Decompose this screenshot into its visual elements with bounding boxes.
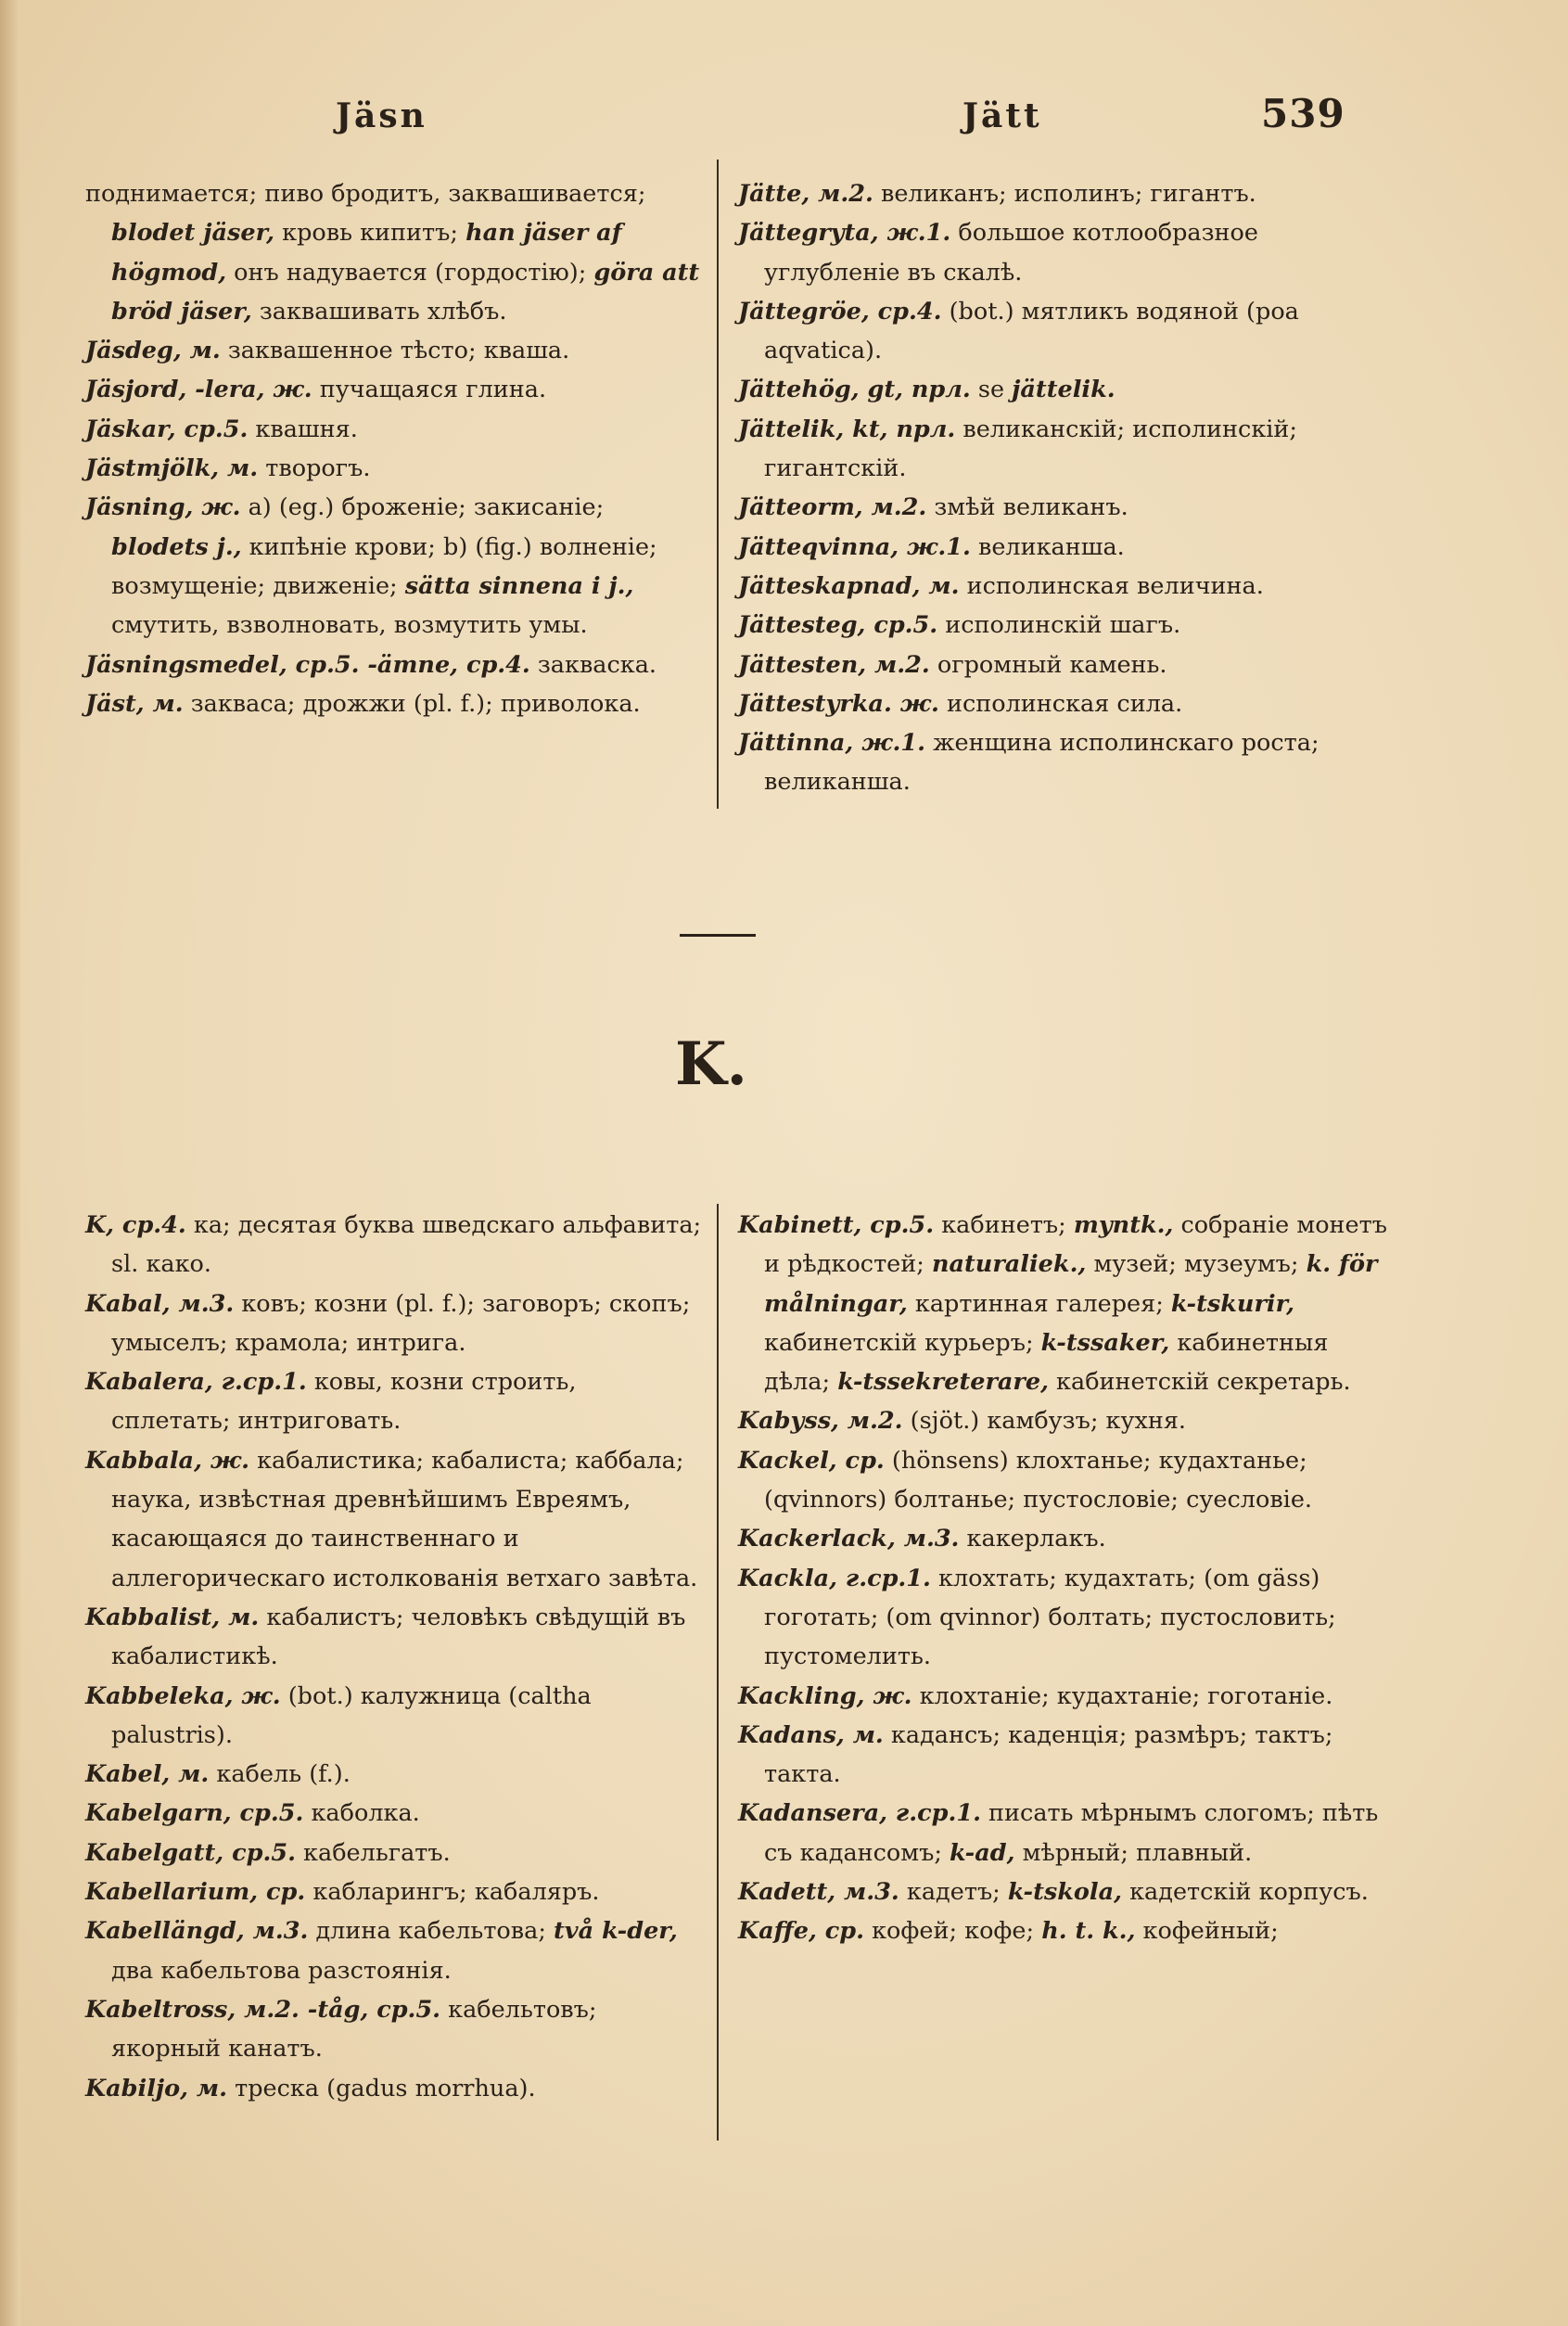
entry-headword: Kabellarium, ср. bbox=[85, 1878, 306, 1907]
entry-headword: Jästmjölk, м. bbox=[85, 454, 259, 483]
entry-definition: кабельгатъ. bbox=[295, 1838, 451, 1867]
entry-definition: исполинская сила. bbox=[938, 689, 1183, 718]
entry-definition: большое котлообразное углубленіе въ скалѣ. bbox=[764, 219, 1258, 287]
entry-definition: исполинскій шагъ. bbox=[937, 611, 1181, 640]
entry-example: k-tskola, bbox=[1007, 1878, 1122, 1907]
entry-headword: Kabbalist, м. bbox=[85, 1603, 260, 1631]
dictionary-entry bbox=[738, 174, 1387, 213]
entry-headword: Jäsning, ж. bbox=[85, 493, 241, 522]
entry-headword: Kabelgarn, ср.5. bbox=[85, 1799, 304, 1828]
entry-headword: Jäskar, ср.5. bbox=[85, 415, 249, 443]
dictionary-entry bbox=[738, 1441, 1387, 1520]
entry-definition: великанша. bbox=[970, 532, 1125, 561]
section-letter-heading: K. bbox=[675, 1029, 747, 1099]
entry-headword: Kadans, м. bbox=[738, 1720, 884, 1749]
dictionary-entry bbox=[85, 1441, 702, 1598]
entry-example: jättelik. bbox=[1012, 376, 1115, 404]
entry-headword: Kadansera, г.ср.1. bbox=[738, 1799, 981, 1828]
column-divider-top bbox=[717, 160, 719, 809]
entry-definition: смутить, взволновать, возмутить умы. bbox=[111, 611, 588, 640]
entry-definition: (bot.) калужница (caltha palustris). bbox=[111, 1681, 592, 1749]
running-header-left: Jäsn bbox=[336, 96, 427, 135]
entry-example: k-ad, bbox=[950, 1838, 1015, 1867]
entry-definition: se bbox=[970, 376, 1013, 404]
dictionary-entry bbox=[85, 1911, 702, 1990]
dictionary-entry bbox=[738, 1401, 1387, 1440]
entry-definition: (bot.) мятликъ водяной (poa aqvatica). bbox=[764, 297, 1299, 365]
entry-definition: какерлакъ. bbox=[959, 1525, 1106, 1553]
dictionary-entry bbox=[738, 606, 1387, 645]
column-bottom-left bbox=[85, 1206, 702, 2108]
dictionary-entry bbox=[85, 2069, 702, 2108]
entry-example: k. för målningar, bbox=[764, 1250, 1378, 1318]
entry-definition: кадетскій корпусъ. bbox=[1122, 1878, 1369, 1907]
dictionary-entry bbox=[738, 567, 1387, 606]
dictionary-entry bbox=[738, 1716, 1387, 1795]
entry-headword: Jätteqvinna, ж.1. bbox=[738, 532, 971, 561]
column-divider-bottom bbox=[717, 1204, 719, 2141]
dictionary-entry bbox=[85, 1598, 702, 1677]
dictionary-entry bbox=[738, 1519, 1387, 1558]
entry-definition: мѣрный; плавный. bbox=[1014, 1838, 1253, 1867]
entry-headword: Kaffe, ср. bbox=[738, 1917, 864, 1946]
dictionary-entry bbox=[738, 370, 1387, 409]
entry-definition: клохтаніе; кудахтаніе; гоготаніе. bbox=[911, 1681, 1333, 1710]
entry-headword: Jättinna, ж.1. bbox=[738, 729, 925, 758]
dictionary-entry bbox=[85, 331, 702, 370]
dictionary-entry bbox=[738, 1911, 1387, 1950]
entry-headword: Kackla, г.ср.1. bbox=[738, 1564, 931, 1592]
entry-headword: K, ср.4. bbox=[85, 1211, 186, 1239]
dictionary-entry bbox=[85, 1362, 702, 1441]
entry-example: blodets j., bbox=[111, 532, 242, 561]
entry-definition: кофей; кофе; bbox=[864, 1917, 1042, 1946]
entry-definition: a) (eg.) броженіе; закисаніе; bbox=[240, 493, 605, 522]
entry-definition: клохтать; кудахтать; (om gäss) гоготать; (om qvinnor) болтать; пустословить; пустомелить. bbox=[764, 1564, 1336, 1671]
entry-definition: квашня. bbox=[248, 415, 358, 443]
entry-definition: ка; десятая буква шведскаго альфавита; sl. како. bbox=[111, 1211, 702, 1279]
dictionary-entry bbox=[738, 1677, 1387, 1716]
dictionary-entry bbox=[738, 723, 1387, 802]
column-top-right bbox=[738, 174, 1387, 802]
entry-headword: Jätte, м.2. bbox=[738, 180, 873, 208]
entry-definition: (sjöt.) камбузъ; кухня. bbox=[902, 1407, 1187, 1436]
dictionary-entry bbox=[85, 410, 702, 449]
entry-headword: Jättelik, kt, прл. bbox=[738, 415, 956, 443]
entry-headword: Jäsdeg, м. bbox=[85, 337, 221, 365]
entry-definition: пучащаяся глина. bbox=[312, 376, 547, 404]
page-number: 539 bbox=[1261, 91, 1345, 136]
entry-example: två k-der, bbox=[554, 1917, 678, 1946]
entry-definition: огромный камень. bbox=[929, 650, 1167, 679]
entry-example: h. t. k., bbox=[1041, 1917, 1136, 1946]
entry-definition: писать мѣрнымъ слогомъ; пѣть съ кадансомъ; bbox=[764, 1799, 1379, 1867]
entry-definition: заквашивать хлѣбъ. bbox=[251, 297, 507, 326]
entry-definition: кабалистъ; человѣкъ свѣдущій въ кабалистикѣ. bbox=[111, 1603, 686, 1671]
entry-definition: кабельтовъ; якорный канатъ. bbox=[111, 1995, 597, 2064]
entry-headword: Jäsningsmedel, ср.5. -ämne, ср.4. bbox=[85, 650, 530, 679]
dictionary-entry bbox=[85, 1834, 702, 1872]
entry-headword: Jättegröe, ср.4. bbox=[738, 297, 942, 326]
entry-definition: ковы, козни строить, сплетать; интриговать. bbox=[111, 1368, 577, 1436]
dictionary-entry bbox=[738, 1794, 1387, 1872]
entry-headword: Kabeltross, м.2. -tåg, ср.5. bbox=[85, 1995, 441, 2024]
dictionary-entry bbox=[85, 488, 702, 645]
entry-definition: поднимается; пиво бродитъ, заквашивается; bbox=[85, 180, 646, 208]
dictionary-entry bbox=[738, 684, 1387, 723]
entry-definition: кабинетъ; bbox=[934, 1211, 1074, 1239]
entry-definition: заквашенное тѣсто; кваша. bbox=[220, 337, 570, 365]
entry-definition: кабалистика; кабалиста; каббала; наука, извѣстная древнѣйшимъ Евреямъ, касающаяся до таинственнаго и аллегорическаго истолкованія ветхаго завѣта. bbox=[111, 1446, 698, 1592]
dictionary-entry bbox=[85, 1872, 702, 1911]
entry-headword: Jätteskapnad, м. bbox=[738, 571, 960, 600]
entry-definition: кабель (f.). bbox=[209, 1760, 351, 1789]
entry-definition: кабларингъ; кабаляръ. bbox=[305, 1878, 600, 1907]
entry-headword: Kabyss, м.2. bbox=[738, 1407, 903, 1436]
dictionary-entry bbox=[85, 1755, 702, 1794]
entry-example: han jäser af högmod, bbox=[111, 219, 622, 287]
entry-definition: длина кабельтова; bbox=[308, 1917, 555, 1946]
entry-headword: Kackling, ж. bbox=[738, 1681, 912, 1710]
dictionary-entry bbox=[738, 488, 1387, 527]
entry-headword: Kackel, ср. bbox=[738, 1446, 885, 1475]
entry-definition: великанъ; исполинъ; гигантъ. bbox=[873, 180, 1256, 208]
entry-example: k-tssaker, bbox=[1040, 1328, 1170, 1357]
dictionary-entry bbox=[85, 1990, 702, 2069]
dictionary-entry bbox=[85, 174, 702, 331]
dictionary-entry bbox=[738, 528, 1387, 567]
entry-headword: Jäsjord, -lera, ж. bbox=[85, 376, 312, 404]
dictionary-entry bbox=[738, 292, 1387, 371]
dictionary-entry bbox=[738, 410, 1387, 489]
running-header-right: Jätt bbox=[962, 96, 1042, 135]
entry-example: sätta sinnena i j., bbox=[404, 571, 634, 600]
entry-definition: кабинетскій секретарь. bbox=[1048, 1368, 1351, 1397]
entry-definition: исполинская величина. bbox=[959, 571, 1264, 600]
entry-headword: Kabiljo, м. bbox=[85, 2074, 227, 2102]
page-edge bbox=[0, 0, 20, 2326]
entry-definition: два кабельтова разстоянія. bbox=[111, 1956, 452, 1985]
entry-headword: Kadett, м.3. bbox=[738, 1878, 899, 1907]
entry-example: k-tskurir, bbox=[1170, 1289, 1295, 1318]
dictionary-entry bbox=[85, 449, 702, 488]
entry-headword: Kabbala, ж. bbox=[85, 1446, 250, 1475]
entry-definition: ковъ; козни (pl. f.); заговоръ; скопъ; умыселъ; крамола; интрига. bbox=[111, 1289, 691, 1357]
dictionary-entry bbox=[85, 1794, 702, 1833]
entry-definition: музей; музеумъ; bbox=[1086, 1250, 1307, 1279]
dictionary-entry bbox=[85, 1677, 702, 1756]
entry-example: myntk., bbox=[1073, 1211, 1174, 1239]
entry-headword: Jättesten, м.2. bbox=[738, 650, 930, 679]
entry-definition: великанскій; исполинскій; гигантскій. bbox=[764, 415, 1298, 483]
entry-definition: творогъ. bbox=[258, 454, 371, 483]
dictionary-entry bbox=[85, 1284, 702, 1363]
entry-definition: кадетъ; bbox=[899, 1878, 1008, 1907]
dictionary-entry bbox=[738, 1872, 1387, 1911]
entry-headword: Kabelgatt, ср.5. bbox=[85, 1838, 296, 1867]
entry-definition: кабинетныя дѣла; bbox=[764, 1328, 1329, 1397]
entry-definition: онъ надувается (гордостію); bbox=[226, 258, 594, 287]
entry-definition: змѣй великанъ. bbox=[926, 493, 1128, 522]
entry-definition: кабинетскій курьеръ; bbox=[764, 1328, 1041, 1357]
entry-headword: Jätteorm, м.2. bbox=[738, 493, 927, 522]
entry-headword: Jäst, м. bbox=[85, 689, 184, 718]
entry-headword: Kabalera, г.ср.1. bbox=[85, 1368, 307, 1397]
entry-definition: каболка. bbox=[303, 1799, 420, 1828]
entry-definition: женщина исполинскаго роста; великанша. bbox=[764, 729, 1319, 797]
entry-definition: кровь кипитъ; bbox=[274, 219, 466, 248]
entry-definition: кадансъ; каденція; размѣръ; тактъ; такта. bbox=[764, 1720, 1333, 1789]
column-bottom-right bbox=[738, 1206, 1387, 1951]
entry-headword: Kabellängd, м.3. bbox=[85, 1917, 309, 1946]
entry-definition: закваска. bbox=[529, 650, 657, 679]
dictionary-entry bbox=[738, 1559, 1387, 1677]
entry-headword: Jättegryta, ж.1. bbox=[738, 219, 951, 248]
entry-definition: (hönsens) клохтанье; кудахтанье; (qvinnors) болтанье; пустословіе; суесловіе. bbox=[764, 1446, 1313, 1514]
entry-example: blodet jäser, bbox=[111, 219, 275, 248]
entry-headword: Kabbeleka, ж. bbox=[85, 1681, 281, 1710]
entry-headword: Jättesteg, ср.5. bbox=[738, 611, 938, 640]
column-top-left bbox=[85, 174, 702, 723]
entry-definition: закваса; дрожжи (pl. f.); приволока. bbox=[183, 689, 641, 718]
dictionary-entry bbox=[738, 1206, 1387, 1401]
entry-headword: Kabal, м.3. bbox=[85, 1289, 235, 1318]
dictionary-entry bbox=[85, 1206, 702, 1284]
entry-headword: Jättehög, gt, прл. bbox=[738, 376, 971, 404]
dictionary-entry bbox=[85, 645, 702, 684]
entry-definition: кипѣніе крови; b) (fig.) волненіе; возмущеніе; движеніе; bbox=[111, 532, 657, 600]
dictionary-entry bbox=[738, 645, 1387, 684]
entry-headword: Kabel, м. bbox=[85, 1760, 210, 1789]
dictionary-entry bbox=[85, 370, 702, 409]
entry-definition: картинная галерея; bbox=[907, 1289, 1171, 1318]
entry-example: naturaliek., bbox=[931, 1250, 1087, 1279]
entry-definition: кофейный; bbox=[1135, 1917, 1279, 1946]
entry-definition: треска (gadus morrhua). bbox=[227, 2074, 536, 2102]
entry-headword: Kabinett, ср.5. bbox=[738, 1211, 935, 1239]
section-separator-rule bbox=[680, 934, 756, 937]
dictionary-entry bbox=[85, 684, 702, 723]
entry-headword: Jättestyrka. ж. bbox=[738, 689, 939, 718]
dictionary-entry bbox=[738, 213, 1387, 292]
entry-example: göra att bröd jäser, bbox=[111, 258, 700, 326]
entry-headword: Kackerlack, м.3. bbox=[738, 1525, 960, 1553]
entry-example: k-tssekreterare, bbox=[837, 1368, 1049, 1397]
entry-definition: собраніе монетъ и рѣдкостей; bbox=[764, 1211, 1387, 1279]
